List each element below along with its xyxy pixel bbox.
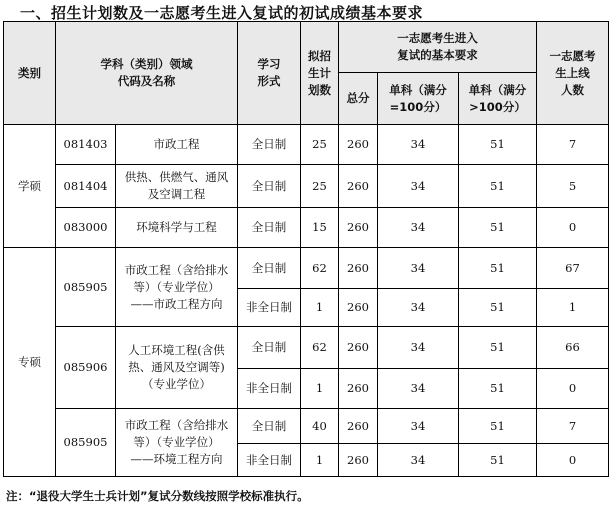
form-cell: 全日制 [238,248,301,289]
header-category: 类别 [4,22,56,125]
plan-cell: 1 [301,369,339,409]
table-row [4,208,609,248]
table-row [4,327,609,369]
plan-cell: 62 [301,327,339,369]
code-cell: 081404 [56,165,116,208]
form-cell: 全日制 [238,208,301,248]
table-row [4,248,609,289]
header-single-gt100: 单科（满分 >100分） [459,73,537,125]
form-cell: 全日制 [238,409,301,444]
code-cell: 085906 [56,327,116,409]
form-cell: 全日制 [238,327,301,369]
header-subject: 学科（类别）领域 代码及名称 [56,22,238,125]
plan-cell: 25 [301,125,339,165]
footnote: 注：“退役大学生士兵计划”复试分数线按照学校标准执行。 [6,489,309,503]
header-single-100: 单科（满分 =100分） [378,73,459,125]
count-cell: 7 [537,125,609,165]
name-cell: 供热、供燃气、通风 及空调工程 [116,165,238,208]
single-100-cell: 34 [378,327,459,369]
name-cell: 市政工程 [116,125,238,165]
header-plan: 拟招 生计 划数 [301,22,339,125]
total-cell: 260 [339,409,378,444]
form-cell: 非全日制 [238,289,301,327]
single-gt100-cell: 51 [459,327,537,369]
total-cell: 260 [339,327,378,369]
single-gt100-cell: 51 [459,208,537,248]
header-total: 总分 [339,73,378,125]
table-row [4,165,609,208]
code-cell: 085905 [56,248,116,327]
single-gt100-cell: 51 [459,289,537,327]
total-cell: 260 [339,248,378,289]
header-study-form: 学习 形式 [238,22,301,125]
name-cell: 市政工程（含给排水 等）（专业学位） ——环境工程方向 [116,409,238,477]
single-100-cell: 34 [378,208,459,248]
single-100-cell: 34 [378,165,459,208]
single-100-cell: 34 [378,125,459,165]
header-requirements: 一志愿考生进入 复试的基本要求 [339,22,537,73]
plan-cell: 15 [301,208,339,248]
total-cell: 260 [339,444,378,477]
name-cell: 环境科学与工程 [116,208,238,248]
single-100-cell: 34 [378,248,459,289]
single-100-cell: 34 [378,409,459,444]
name-cell: 市政工程（含给排水 等）（专业学位） ——市政工程方向 [116,248,238,327]
count-cell: 5 [537,165,609,208]
form-cell: 非全日制 [238,369,301,409]
count-cell: 66 [537,327,609,369]
single-gt100-cell: 51 [459,125,537,165]
table-row [4,409,609,444]
category-cell: 专硕 [4,248,56,477]
code-cell: 083000 [56,208,116,248]
count-cell: 0 [537,208,609,248]
count-cell: 7 [537,409,609,444]
name-cell: 人工环境工程(含供 热、通风及空调等) （专业学位） [116,327,238,409]
plan-cell: 1 [301,289,339,327]
single-gt100-cell: 51 [459,444,537,477]
count-cell: 0 [537,444,609,477]
total-cell: 260 [339,369,378,409]
total-cell: 260 [339,125,378,165]
form-cell: 非全日制 [238,444,301,477]
single-gt100-cell: 51 [459,165,537,208]
header-first-choice-count: 一志愿考 生上线 人数 [537,22,609,125]
total-cell: 260 [339,289,378,327]
single-100-cell: 34 [378,289,459,327]
page-title: 一、招生计划数及一志愿考生进入复试的初试成绩基本要求 [20,4,424,22]
plan-cell: 25 [301,165,339,208]
count-cell: 1 [537,289,609,327]
plan-cell: 62 [301,248,339,289]
header-row [4,22,609,73]
count-cell: 0 [537,369,609,409]
total-cell: 260 [339,165,378,208]
total-cell: 260 [339,208,378,248]
table-row [4,125,609,165]
score-requirements-table [3,21,609,477]
single-100-cell: 34 [378,444,459,477]
plan-cell: 1 [301,444,339,477]
single-gt100-cell: 51 [459,248,537,289]
single-100-cell: 34 [378,369,459,409]
plan-cell: 40 [301,409,339,444]
single-gt100-cell: 51 [459,369,537,409]
code-cell: 081403 [56,125,116,165]
form-cell: 全日制 [238,165,301,208]
code-cell: 085905 [56,409,116,477]
count-cell: 67 [537,248,609,289]
single-gt100-cell: 51 [459,409,537,444]
category-cell: 学硕 [4,125,56,248]
form-cell: 全日制 [238,125,301,165]
